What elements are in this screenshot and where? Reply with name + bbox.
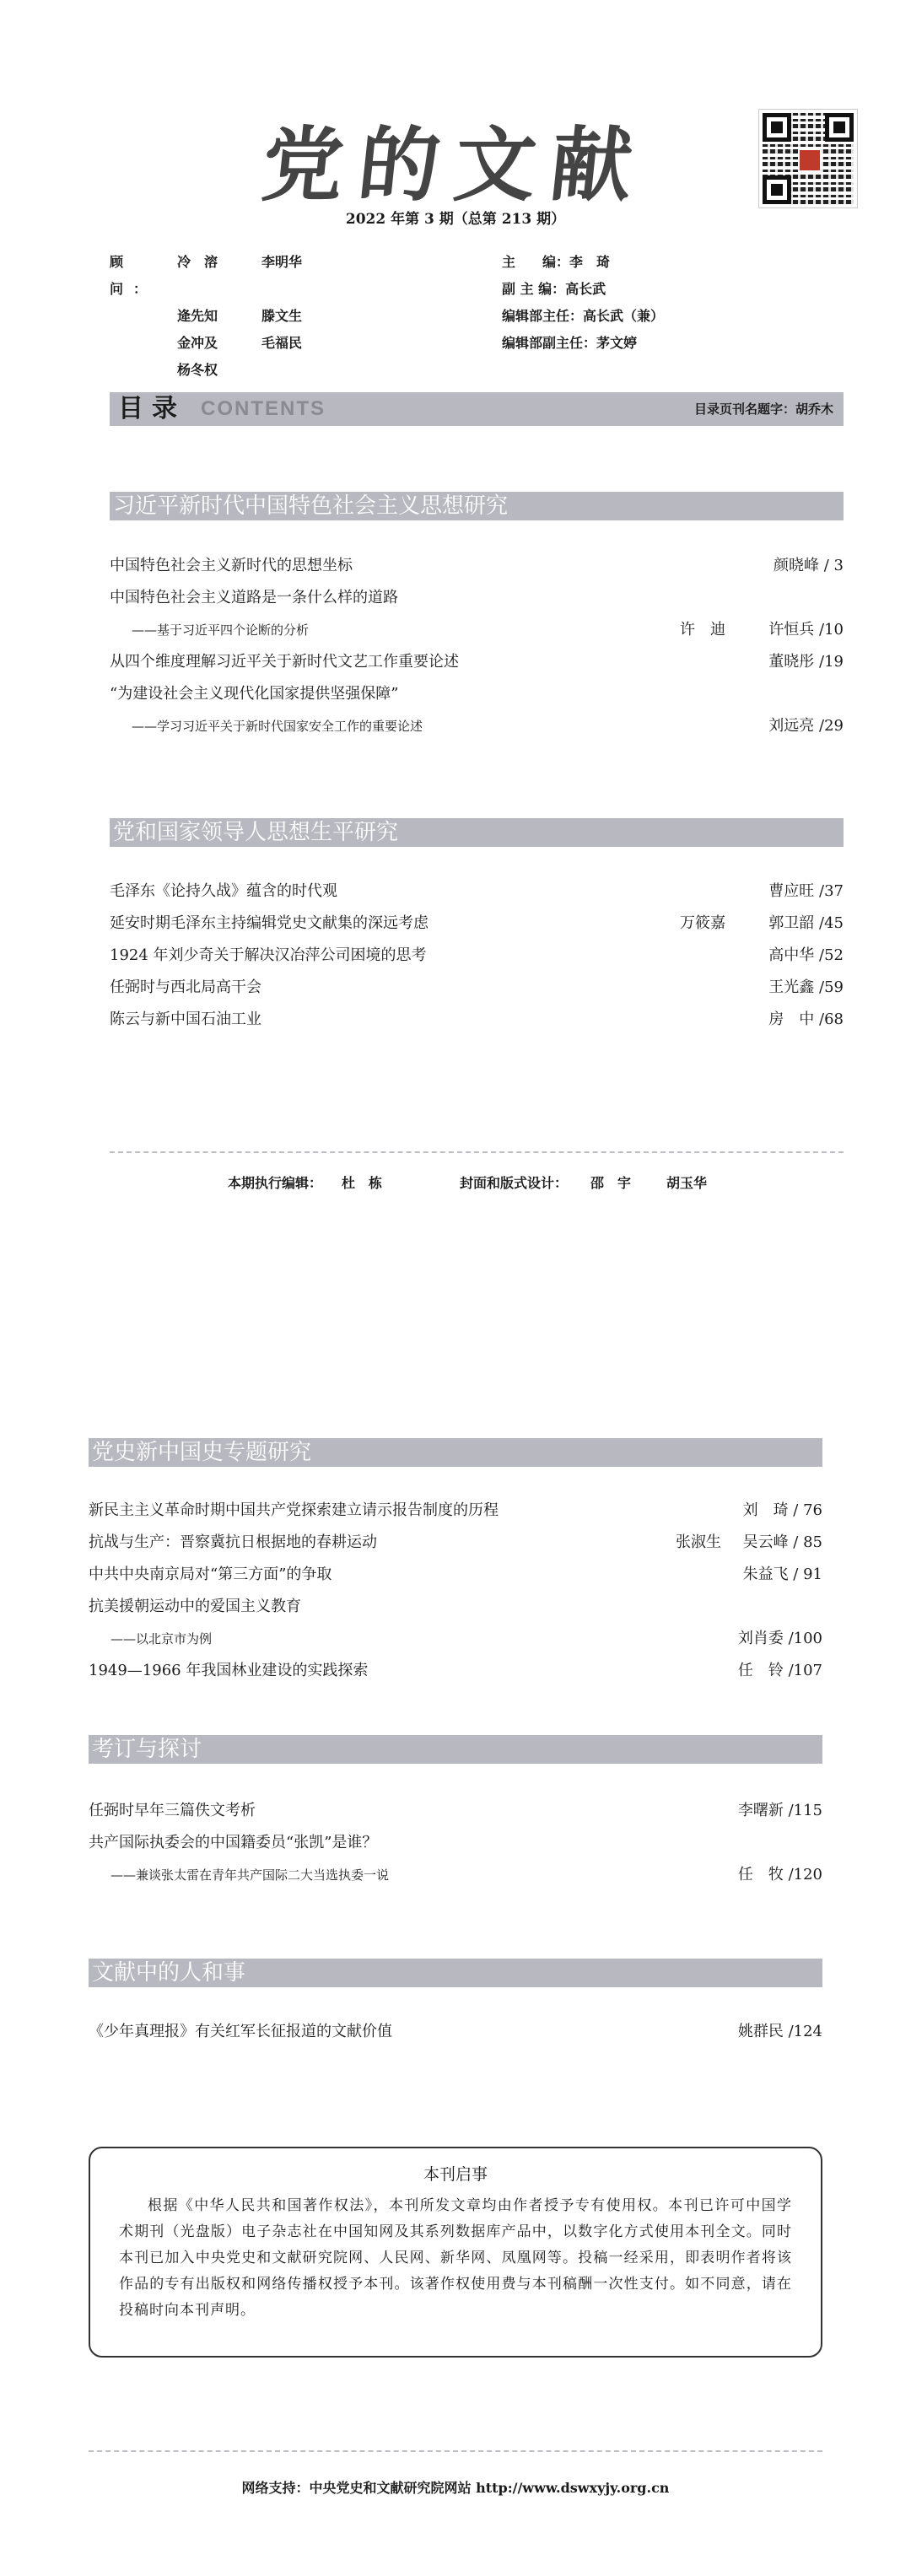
entry-author-page: 郭卫韶 /45 bbox=[768, 914, 844, 932]
toc-entry-subtitle[interactable] bbox=[89, 1623, 822, 1655]
toc-title: 目录 bbox=[118, 394, 186, 423]
entry-title: 抗美援朝运动中的爱国主义教育 bbox=[89, 1598, 301, 1615]
role-label: 编辑部副主任： bbox=[502, 335, 597, 351]
entry-title: 抗战与生产：晋察冀抗日根据地的春耕运动 bbox=[89, 1533, 377, 1551]
advisor-name: 杨冬权 bbox=[177, 362, 218, 378]
role-name: 高长武 bbox=[565, 281, 606, 297]
entry-title: 任弼时早年三篇佚文考析 bbox=[89, 1802, 256, 1819]
advisors-block bbox=[110, 249, 346, 384]
section-heading: 党和国家领导人思想生平研究 bbox=[110, 818, 844, 847]
toc-entry[interactable] bbox=[110, 876, 844, 908]
exec-editor-label: 本期执行编辑： bbox=[228, 1175, 323, 1191]
issue-number: 2022 年第 3 期（总第 213 期） bbox=[345, 211, 566, 228]
entry-subtitle: ——基于习近平四个论断的分析 bbox=[132, 622, 310, 638]
entry-subtitle: ——学习习近平关于新时代国家安全工作的重要论述 bbox=[132, 719, 423, 734]
toc-entry[interactable] bbox=[110, 646, 844, 678]
role-name: 李 琦 bbox=[569, 254, 611, 270]
notice-title: 本刊启事 bbox=[423, 2165, 488, 2184]
entry-author-page: 刘远亮 /29 bbox=[768, 717, 844, 735]
toc-entry[interactable] bbox=[110, 940, 844, 972]
advisor-name: 滕文生 bbox=[261, 308, 303, 324]
role-name: 茅文婷 bbox=[596, 335, 638, 351]
entry-author-page: 任 牧 /120 bbox=[737, 1866, 822, 1883]
designer-name: 胡玉华 bbox=[666, 1175, 708, 1191]
entry-title: 共产国际执委会的中国籍委员“张凯”是谁？ bbox=[89, 1834, 378, 1851]
section-heading: 考订与探讨 bbox=[89, 1735, 822, 1764]
entry-author-page: 许恒兵 /10 bbox=[768, 621, 844, 639]
advisor-name: 毛福民 bbox=[261, 335, 303, 351]
toc-entry-subtitle[interactable] bbox=[89, 1859, 822, 1891]
toc-entry[interactable] bbox=[89, 1559, 822, 1591]
toc-entry[interactable] bbox=[110, 1004, 844, 1036]
entry-title: 从四个维度理解习近平关于新时代文艺工作重要论述 bbox=[110, 653, 459, 671]
toc-entry[interactable] bbox=[89, 1827, 822, 1859]
journal-title: 党的文献 bbox=[257, 117, 653, 213]
role-label: 主 编： bbox=[502, 254, 570, 270]
toc-header bbox=[110, 392, 844, 426]
toc-entry[interactable] bbox=[89, 2016, 822, 2048]
toc-entry[interactable] bbox=[110, 678, 844, 710]
entry-title: 中国特色社会主义新时代的思想坐标 bbox=[110, 557, 353, 574]
entry-author-page: 吴云峰 / 85 bbox=[742, 1533, 822, 1551]
role-name: 高长武（兼） bbox=[583, 308, 665, 324]
entry-title: 毛泽东《论持久战》蕴含的时代观 bbox=[110, 882, 337, 900]
entry-title: “为建设社会主义现代化国家提供坚强保障” bbox=[110, 685, 399, 703]
section-list bbox=[89, 2016, 822, 2048]
section-list bbox=[110, 876, 844, 1036]
section-list bbox=[89, 1795, 822, 1891]
toc-entry[interactable] bbox=[89, 1795, 822, 1827]
entry-coauthor: 万筱嘉 bbox=[680, 914, 725, 932]
entry-title: 1949—1966 年我国林业建设的实践探索 bbox=[89, 1662, 369, 1679]
entry-author-page: 刘肖委 /100 bbox=[737, 1630, 822, 1647]
entry-coauthor: 张淑生 bbox=[676, 1533, 721, 1551]
entry-subtitle: ——兼谈张太雷在青年共产国际二大当选执委一说 bbox=[111, 1867, 390, 1883]
entry-author-page: 房 中 /68 bbox=[768, 1010, 844, 1028]
entry-title: 1924 年刘少奇关于解决汉冶萍公司困境的思考 bbox=[110, 946, 427, 964]
toc-entry[interactable] bbox=[89, 1527, 822, 1559]
toc-calligraphy-credit: 目录页刊名题字：胡乔木 bbox=[693, 401, 833, 417]
entry-author-page: 任 铃 /107 bbox=[737, 1662, 822, 1679]
advisor-name: 逄先知 bbox=[177, 308, 218, 324]
section-heading: 习近平新时代中国特色社会主义思想研究 bbox=[110, 492, 844, 520]
advisor-name: 李明华 bbox=[261, 254, 303, 270]
entry-title: 中共中央南京局对“第三方面”的争取 bbox=[89, 1566, 332, 1583]
entry-author-page: 王光鑫 /59 bbox=[768, 978, 844, 996]
notice-body: 根据《中华人民共和国著作权法》，本刊所发文章均由作者授予专有使用权。本刊已许可中国学术期刊（光盘版）电子杂志社在中国知网及其系列数据库产品中，以数字化方式使用本刊全文。同时本刊已加入中央党史和文献研究院网、人民网、新华网、凤凰网等。投稿一经采用，即表明作者将该作品的专有出版权和网络传播权授予本刊。该著作权使用费与本刊稿酬一次性支付。如不同意，请在投稿时向本刊声明。 bbox=[119, 2197, 792, 2319]
advisor-name: 冷 溶 bbox=[177, 254, 218, 270]
entry-author-page: 董晓彤 /19 bbox=[768, 653, 844, 671]
section-list bbox=[89, 1495, 822, 1687]
entry-title: 新民主主义革命时期中国共产党探索建立请示报告制度的历程 bbox=[89, 1501, 499, 1519]
advisor-name: 金冲及 bbox=[177, 335, 218, 351]
toc-entry[interactable] bbox=[110, 582, 844, 614]
section-heading: 党史新中国史专题研究 bbox=[89, 1438, 822, 1467]
entry-author-page: 姚群民 /124 bbox=[737, 2023, 822, 2040]
section-list bbox=[110, 550, 844, 742]
divider bbox=[110, 1151, 844, 1153]
entry-title: 陈云与新中国石油工业 bbox=[110, 1010, 261, 1028]
toc-entry[interactable] bbox=[110, 908, 844, 940]
entry-author-page: 李曙新 /115 bbox=[737, 1802, 822, 1819]
entry-title: 中国特色社会主义道路是一条什么样的道路 bbox=[110, 589, 398, 606]
entry-author-page: 颜晓峰 / 3 bbox=[774, 557, 844, 574]
entry-author-page: 曹应旺 /37 bbox=[768, 882, 844, 900]
toc-entry[interactable] bbox=[89, 1495, 822, 1527]
role-label: 副 主 编： bbox=[502, 281, 566, 297]
entry-title: 延安时期毛泽东主持编辑党史文献集的深远考虑 bbox=[110, 914, 429, 932]
footer-web-support: 网络支持：中央党史和文献研究院网站 http://www.dswxyjy.org.cn bbox=[241, 2480, 670, 2496]
designer-label: 封面和版式设计： bbox=[460, 1175, 569, 1191]
designer-name: 邵 宇 bbox=[590, 1175, 632, 1191]
entry-author-page: 刘 琦 / 76 bbox=[742, 1501, 822, 1519]
entry-author-page: 朱益飞 / 91 bbox=[742, 1566, 822, 1583]
toc-entry[interactable] bbox=[110, 550, 844, 582]
toc-entry-subtitle[interactable] bbox=[110, 710, 844, 742]
advisor-label: 顾问： bbox=[110, 254, 158, 297]
divider bbox=[89, 2450, 822, 2452]
section-heading: 文献中的人和事 bbox=[89, 1959, 822, 1987]
entry-author-page: 高中华 /52 bbox=[768, 946, 844, 964]
entry-subtitle: ——以北京市为例 bbox=[111, 1631, 213, 1646]
toc-entry-subtitle[interactable] bbox=[110, 614, 844, 646]
toc-entry[interactable] bbox=[89, 1655, 822, 1687]
toc-entry[interactable] bbox=[89, 1591, 822, 1623]
journal-notice bbox=[89, 2147, 822, 2358]
toc-title-en: CONTENTS bbox=[201, 397, 326, 420]
qr-code-icon bbox=[759, 110, 857, 207]
entry-coauthor: 许 迪 bbox=[680, 621, 725, 639]
toc-entry[interactable] bbox=[110, 972, 844, 1004]
entry-title: 《少年真理报》有关红军长征报道的文献价值 bbox=[89, 2023, 392, 2040]
role-label: 编辑部主任： bbox=[502, 308, 584, 324]
entry-title: 任弼时与西北局高干会 bbox=[110, 978, 261, 996]
exec-editor-name: 杜 栋 bbox=[342, 1175, 383, 1191]
editorial-staff-block bbox=[502, 249, 664, 357]
